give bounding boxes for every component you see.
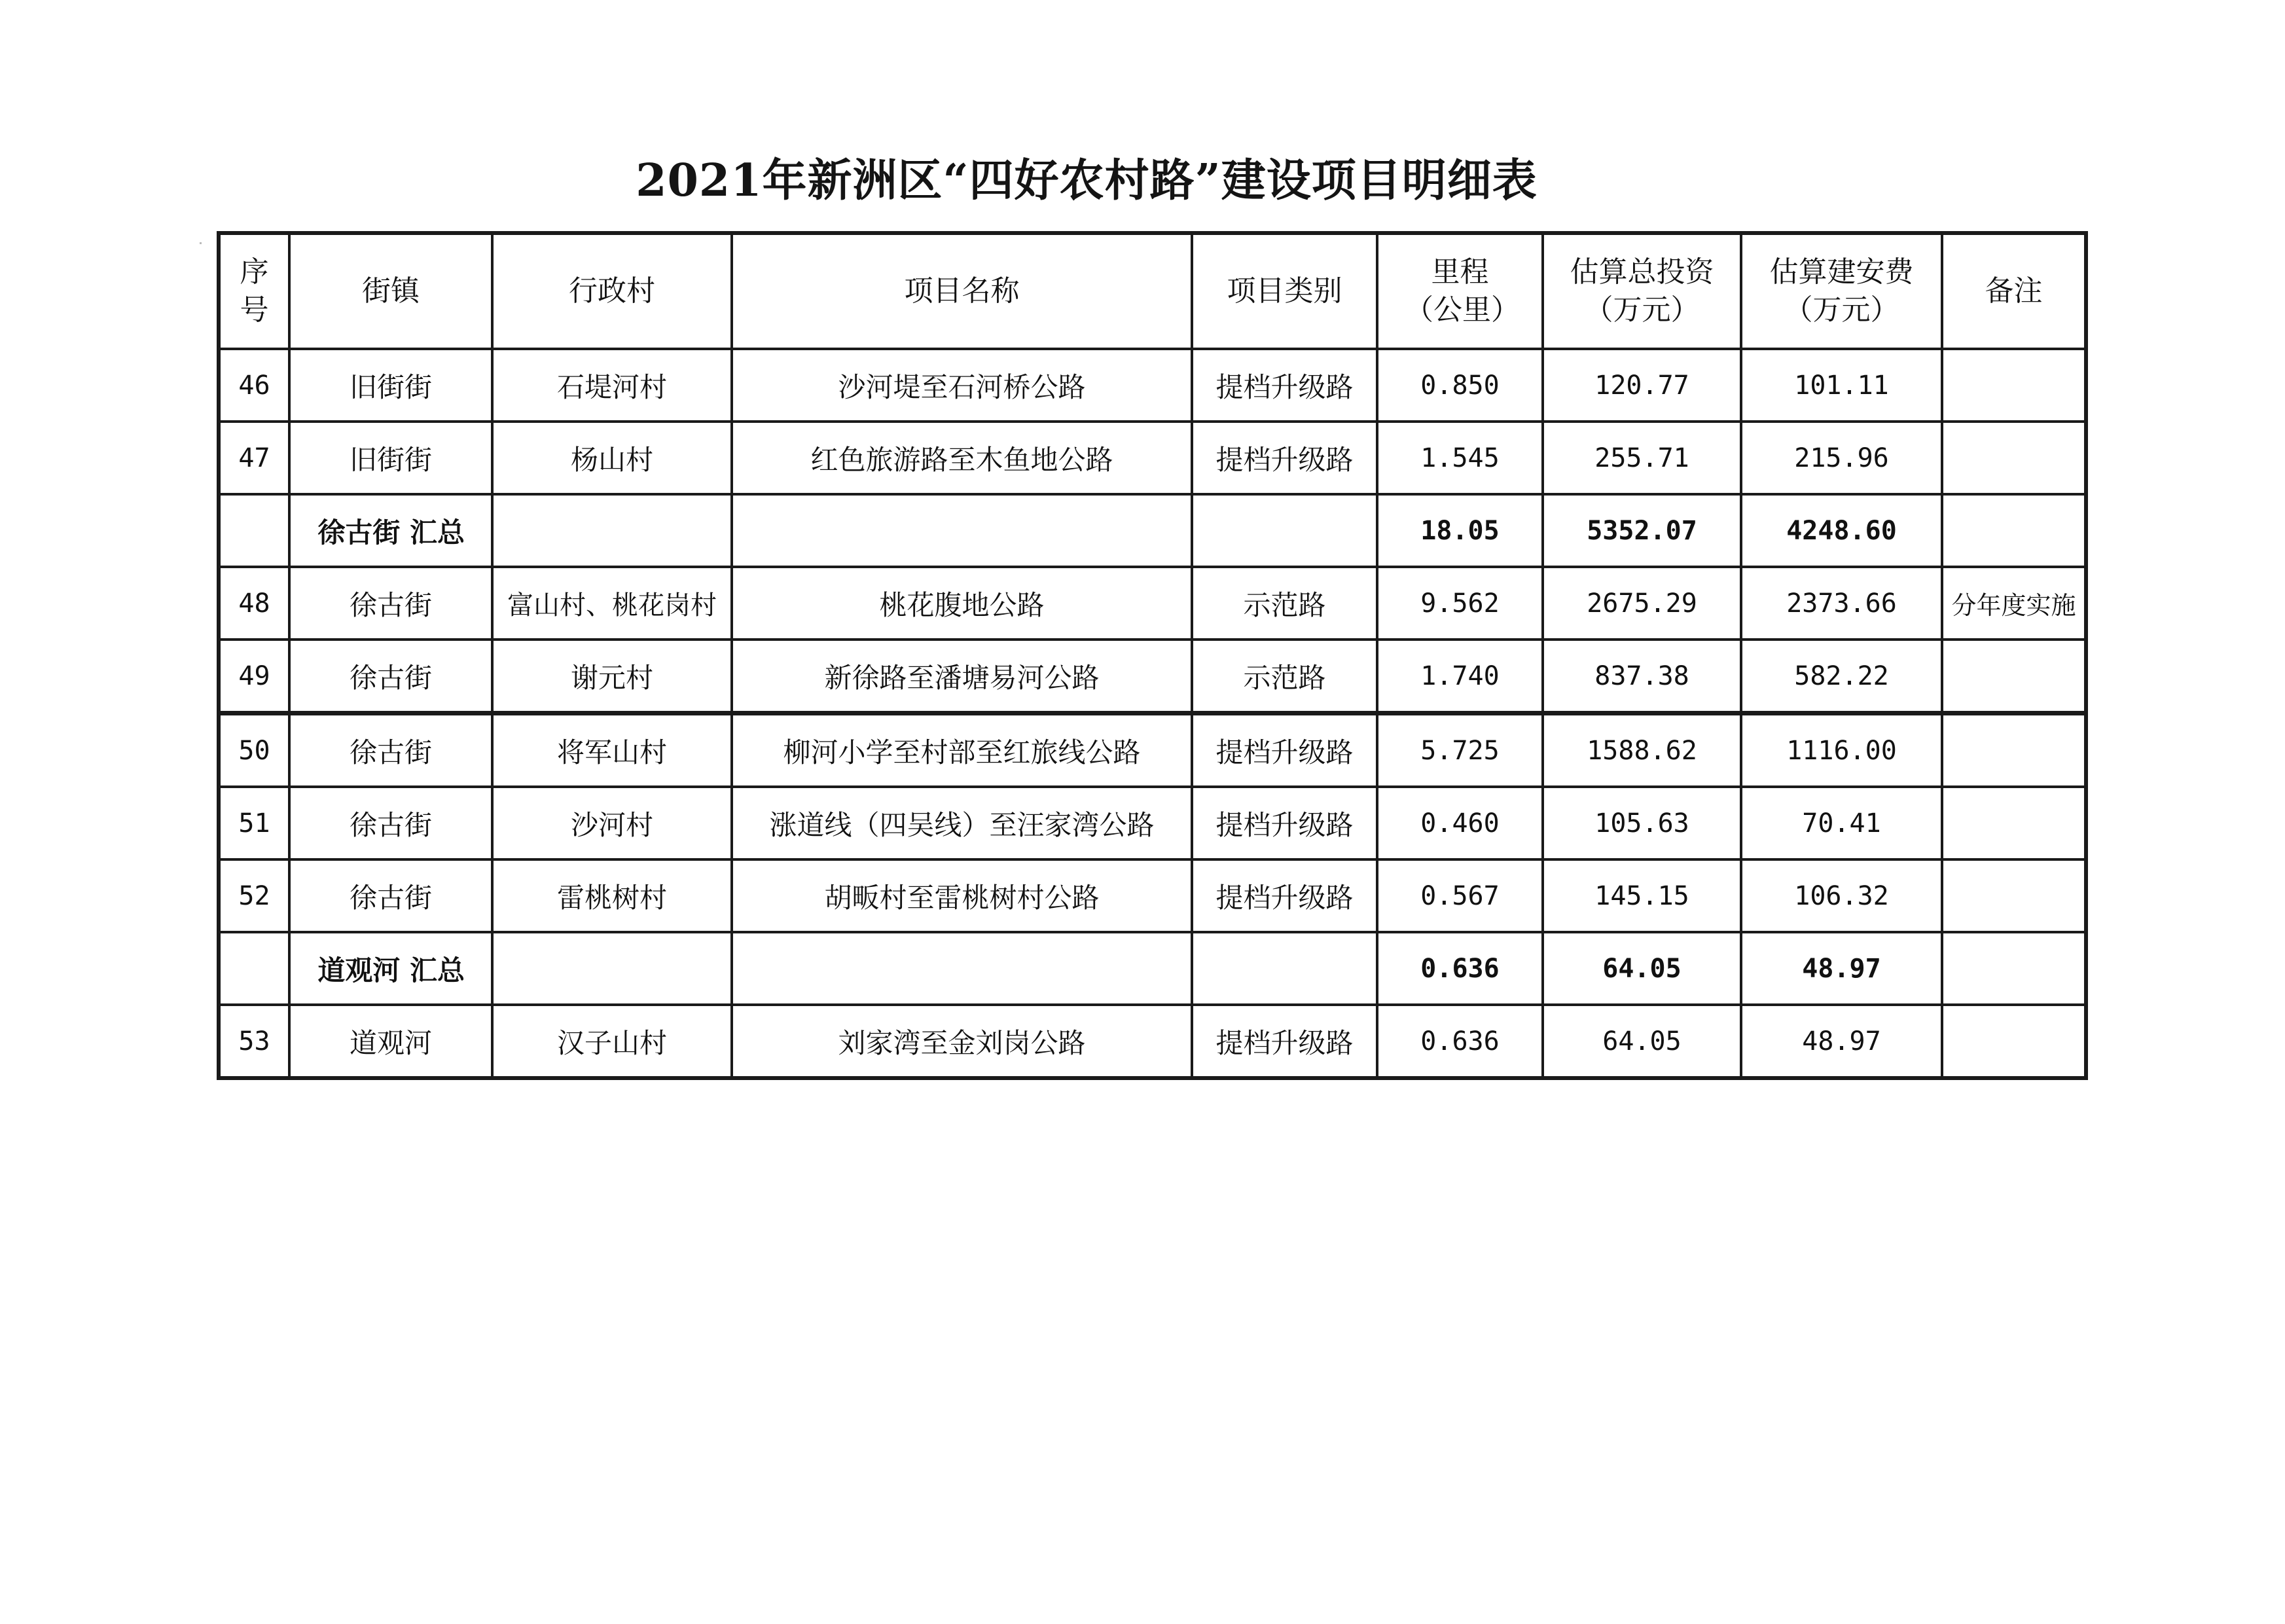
cell-project-name <box>732 494 1192 567</box>
cell-town: 徐古街 <box>289 859 492 932</box>
cell-village: 雷桃树村 <box>492 859 732 932</box>
cell-mileage: 0.636 <box>1377 1005 1543 1078</box>
cell-town: 徐古街 <box>289 567 492 640</box>
cell-project-name: 红色旅游路至木鱼地公路 <box>732 422 1192 494</box>
cell-category: 示范路 <box>1192 640 1377 713</box>
header-village: 行政村 <box>492 233 732 349</box>
cell-mileage: 1.740 <box>1377 640 1543 713</box>
cell-note <box>1942 349 2086 422</box>
cell-note <box>1942 932 2086 1005</box>
cell-mileage: 5.725 <box>1377 713 1543 787</box>
project-detail-table <box>217 231 2088 1080</box>
cell-project-name: 涨道线（四吴线）至汪家湾公路 <box>732 787 1192 859</box>
cell-village: 富山村、桃花岗村 <box>492 567 732 640</box>
cell-project-name <box>732 932 1192 1005</box>
cell-build-cost: 106.32 <box>1741 859 1942 932</box>
table-row <box>219 567 2086 640</box>
cell-total-investment: 120.77 <box>1543 349 1741 422</box>
cell-seq: 51 <box>219 787 289 859</box>
cell-build-cost: 4248.60 <box>1741 494 1942 567</box>
header-seq: 序号 <box>219 233 289 349</box>
cell-project-name: 柳河小学至村部至红旅线公路 <box>732 713 1192 787</box>
cell-build-cost: 48.97 <box>1741 932 1942 1005</box>
table-header-row <box>219 233 2086 349</box>
cell-total-investment: 1588.62 <box>1543 713 1741 787</box>
cell-project-name: 沙河堤至石河桥公路 <box>732 349 1192 422</box>
cell-total-investment: 64.05 <box>1543 932 1741 1005</box>
cell-village: 谢元村 <box>492 640 732 713</box>
cell-build-cost: 582.22 <box>1741 640 1942 713</box>
cell-note <box>1942 494 2086 567</box>
cell-village <box>492 494 732 567</box>
cell-village: 将军山村 <box>492 713 732 787</box>
cell-category: 提档升级路 <box>1192 349 1377 422</box>
cell-mileage: 1.545 <box>1377 422 1543 494</box>
cell-category: 提档升级路 <box>1192 859 1377 932</box>
header-mileage: 里程（公里） <box>1377 233 1543 349</box>
cell-village: 石堤河村 <box>492 349 732 422</box>
cell-build-cost: 215.96 <box>1741 422 1942 494</box>
cell-total-investment: 64.05 <box>1543 1005 1741 1078</box>
cell-total-investment: 145.15 <box>1543 859 1741 932</box>
header-town: 街镇 <box>289 233 492 349</box>
cell-category <box>1192 494 1377 567</box>
cell-note <box>1942 859 2086 932</box>
cell-mileage: 0.460 <box>1377 787 1543 859</box>
cell-village: 汉子山村 <box>492 1005 732 1078</box>
cell-category <box>1192 932 1377 1005</box>
table-row <box>219 787 2086 859</box>
header-total-investment: 估算总投资（万元） <box>1543 233 1741 349</box>
cell-project-name: 桃花腹地公路 <box>732 567 1192 640</box>
cell-mileage: 0.636 <box>1377 932 1543 1005</box>
cell-seq: 52 <box>219 859 289 932</box>
cell-town: 旧街街 <box>289 422 492 494</box>
table-row <box>219 349 2086 422</box>
cell-category: 提档升级路 <box>1192 713 1377 787</box>
margin-dot <box>200 242 202 244</box>
cell-mileage: 0.850 <box>1377 349 1543 422</box>
cell-seq: 47 <box>219 422 289 494</box>
cell-seq: 48 <box>219 567 289 640</box>
cell-seq: 46 <box>219 349 289 422</box>
project-table-container <box>217 231 2084 1080</box>
cell-note <box>1942 640 2086 713</box>
cell-note <box>1942 1005 2086 1078</box>
cell-build-cost: 101.11 <box>1741 349 1942 422</box>
cell-mileage: 0.567 <box>1377 859 1543 932</box>
table-row <box>219 640 2086 713</box>
table-row <box>219 422 2086 494</box>
cell-build-cost: 70.41 <box>1741 787 1942 859</box>
cell-mileage: 9.562 <box>1377 567 1543 640</box>
cell-build-cost: 1116.00 <box>1741 713 1942 787</box>
cell-total-investment: 2675.29 <box>1543 567 1741 640</box>
cell-build-cost: 2373.66 <box>1741 567 1942 640</box>
cell-category: 提档升级路 <box>1192 1005 1377 1078</box>
header-note: 备注 <box>1942 233 2086 349</box>
cell-project-name: 胡畈村至雷桃树村公路 <box>732 859 1192 932</box>
table-row <box>219 1005 2086 1078</box>
subtotal-row <box>219 932 2086 1005</box>
cell-total-investment: 837.38 <box>1543 640 1741 713</box>
cell-subtotal-label: 徐古街 汇总 <box>289 494 492 567</box>
cell-village: 杨山村 <box>492 422 732 494</box>
cell-town: 旧街街 <box>289 349 492 422</box>
cell-total-investment: 105.63 <box>1543 787 1741 859</box>
cell-note <box>1942 713 2086 787</box>
cell-note <box>1942 787 2086 859</box>
table-row <box>219 713 2086 787</box>
cell-mileage: 18.05 <box>1377 494 1543 567</box>
cell-village <box>492 932 732 1005</box>
header-build-cost: 估算建安费（万元） <box>1741 233 1942 349</box>
cell-category: 示范路 <box>1192 567 1377 640</box>
cell-seq <box>219 932 289 1005</box>
cell-category: 提档升级路 <box>1192 422 1377 494</box>
cell-project-name: 新徐路至潘塘易河公路 <box>732 640 1192 713</box>
cell-note: 分年度实施 <box>1942 567 2086 640</box>
cell-project-name: 刘家湾至金刘岗公路 <box>732 1005 1192 1078</box>
cell-seq: 50 <box>219 713 289 787</box>
cell-build-cost: 48.97 <box>1741 1005 1942 1078</box>
header-project-name: 项目名称 <box>732 233 1192 349</box>
cell-village: 沙河村 <box>492 787 732 859</box>
cell-total-investment: 5352.07 <box>1543 494 1741 567</box>
cell-town: 徐古街 <box>289 640 492 713</box>
cell-seq: 49 <box>219 640 289 713</box>
cell-town: 徐古街 <box>289 787 492 859</box>
cell-total-investment: 255.71 <box>1543 422 1741 494</box>
cell-seq <box>219 494 289 567</box>
table-row <box>219 859 2086 932</box>
page-title: 2021年新洲区“四好农村路”建设项目明细表 <box>636 154 1538 207</box>
header-category: 项目类别 <box>1192 233 1377 349</box>
cell-category: 提档升级路 <box>1192 787 1377 859</box>
subtotal-row <box>219 494 2086 567</box>
cell-town: 徐古街 <box>289 713 492 787</box>
cell-note <box>1942 422 2086 494</box>
cell-seq: 53 <box>219 1005 289 1078</box>
cell-subtotal-label: 道观河 汇总 <box>289 932 492 1005</box>
cell-town: 道观河 <box>289 1005 492 1078</box>
